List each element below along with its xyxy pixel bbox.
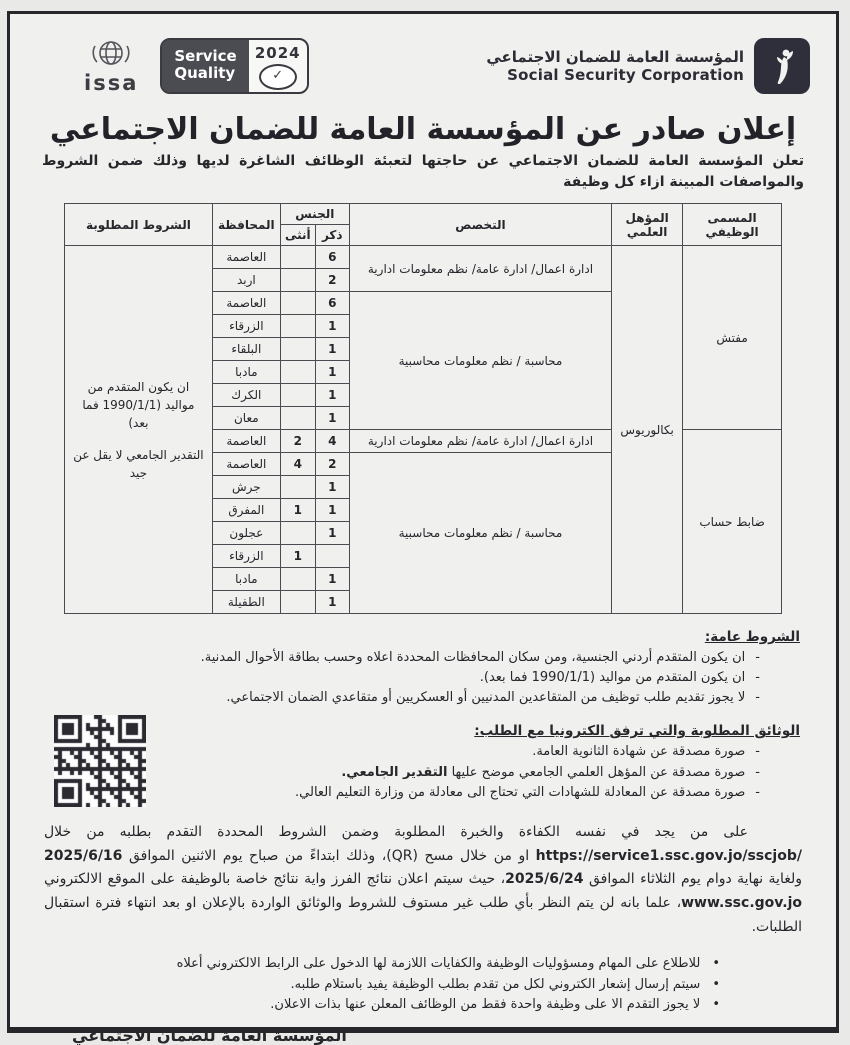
text-segment: او من خلال مسح (QR)، وذلك ابتداءً من صباح يوم الاثنين الموافق xyxy=(122,847,536,864)
male-count-cell: 1 xyxy=(315,591,349,614)
ssc-names xyxy=(486,48,744,84)
col-conditions: الشروط المطلوبة xyxy=(65,204,213,246)
governorate-cell: البلقاء xyxy=(212,338,280,361)
notes-list xyxy=(36,954,810,1016)
issa-label: issa xyxy=(84,71,139,95)
signature: المؤسسة العامة للضمان الاجتماعي xyxy=(72,1026,347,1045)
text-segment: ولغاية نهاية دوام يوم الثلاثاء الموافق xyxy=(583,871,802,888)
male-count-cell: 4 xyxy=(315,430,349,453)
governorate-cell: الزرقاء xyxy=(212,545,280,568)
col-specialization: التخصص xyxy=(349,204,611,246)
female-count-cell: 1 xyxy=(280,545,315,568)
documents-heading: الوثائق المطلوبة والتي ترفق الكترونيا مع الطلب: xyxy=(474,723,800,740)
text-segment: على من يجد في نفسه الكفاءة والخبرة المطلوبة وضمن الشروط المحددة التقدم بطلبه من خلال xyxy=(44,823,748,840)
governorate-cell: الزرقاء xyxy=(212,315,280,338)
governorate-cell: العاصمة xyxy=(212,292,280,315)
list-item xyxy=(46,668,760,688)
ssc-header xyxy=(486,38,810,94)
male-count-cell: 1 xyxy=(315,361,349,384)
condition-line: التقدير الجامعي لا يقل عن جيد xyxy=(73,447,204,480)
text-segment: التقدير الجامعي. xyxy=(341,764,448,780)
text-segment: ان يكون المتقدم من مواليد (1990/1/1 فما بعد). xyxy=(479,670,746,686)
governorate-cell: جرش xyxy=(212,476,280,499)
female-count-cell: 2 xyxy=(280,430,315,453)
ssc-figure-icon xyxy=(765,44,799,88)
text-segment: www.ssc.gov.jo xyxy=(681,895,802,912)
general-conditions-section xyxy=(46,629,800,708)
badge-line1: Service xyxy=(174,47,237,65)
general-conditions-list xyxy=(46,648,800,708)
documents-section xyxy=(46,723,800,802)
col-male: ذكر xyxy=(315,225,349,246)
governorate-cell: مادبا xyxy=(212,568,280,591)
specialization-cell: ادارة اعمال/ ادارة عامة/ نظم معلومات ادارية xyxy=(349,246,611,292)
general-conditions-heading: الشروط عامة: xyxy=(704,629,800,645)
col-female: أنثى xyxy=(280,225,315,246)
text-segment: سيتم إرسال إشعار الكتروني لكل من تقدم بطلب الوظيفة يفيد باستلام طلبه. xyxy=(290,976,701,992)
female-count-cell xyxy=(280,407,315,430)
apply-paragraph xyxy=(44,821,802,940)
male-count-cell: 6 xyxy=(315,292,349,315)
list-item xyxy=(46,648,760,668)
governorate-cell: اربد xyxy=(212,269,280,292)
female-count-cell xyxy=(280,476,315,499)
announcement-intro: تعلن المؤسسة العامة للضمان الاجتماعي عن حاجتها لتعبئة الوظائف الشاغرة لديها وذلك ضمن الشروط والمواصفات المبينة ازاء كل وظيفة xyxy=(42,153,804,190)
male-count-cell: 1 xyxy=(315,568,349,591)
text-segment: صورة مصدقة عن المؤهل العلمي الجامعي موضح عليها xyxy=(447,764,746,780)
badge-line2: Quality xyxy=(174,64,236,82)
female-count-cell xyxy=(280,568,315,591)
female-count-cell xyxy=(280,522,315,545)
governorate-cell: المفرق xyxy=(212,499,280,522)
checkmark-icon: ✓ xyxy=(259,64,297,90)
female-count-cell xyxy=(280,591,315,614)
job-title-cell: ضابط حساب xyxy=(683,430,782,614)
text-segment: لا يجوز تقديم طلب توظيف من المتقاعدين المدنيين أو العسكريين أو متقاعدي الضمان الاجتماعي. xyxy=(226,690,746,706)
conditions-cell xyxy=(65,246,213,614)
male-count-cell: 1 xyxy=(315,338,349,361)
condition-line: ان يكون المتقدم من مواليد (1990/1/1 فما بعد) xyxy=(82,379,195,430)
ssc-name-english: Social Security Corporation xyxy=(507,66,744,84)
list-item xyxy=(46,763,760,783)
vacancies-table xyxy=(64,203,782,614)
text-segment: صورة مصدقة عن المعادلة للشهادات التي تحتاج الى معادلة من وزارة التعليم العالي. xyxy=(295,784,746,800)
text-segment: https://service1.ssc.gov.jo/sscjob/ xyxy=(535,847,802,864)
governorate-cell: الكرك xyxy=(212,384,280,407)
governorate-cell: العاصمة xyxy=(212,246,280,269)
badge-year: 2024 xyxy=(254,44,301,62)
list-item xyxy=(46,783,760,803)
col-qualification: المؤهل العلمي xyxy=(612,204,683,246)
text-segment: 2025/6/24 xyxy=(505,871,584,888)
list-item xyxy=(36,954,720,975)
ssc-logo xyxy=(754,38,810,94)
badge-year-panel xyxy=(249,40,307,92)
text-segment: ، علما بانه لن يتم النظر بأي طلب غير مستوف للشروط والوثائق الواردة بالإعلان او بعد انتهاء فترة استقبال الطلبات. xyxy=(44,895,802,936)
text-segment: 2025/6/16 xyxy=(44,847,123,864)
list-item xyxy=(46,688,760,708)
female-count-cell xyxy=(280,292,315,315)
male-count-cell: 2 xyxy=(315,269,349,292)
governorate-cell: الطفيلة xyxy=(212,591,280,614)
female-count-cell: 4 xyxy=(280,453,315,476)
text-segment: صورة مصدقة عن شهادة الثانوية العامة. xyxy=(532,744,746,760)
badge-text xyxy=(162,40,248,92)
male-count-cell: 1 xyxy=(315,315,349,338)
female-count-cell xyxy=(280,269,315,292)
male-count-cell: 1 xyxy=(315,476,349,499)
text-segment: ، حيث سيتم اعلان نتائج الفرز واية نتائج خاصة بالوظيفة على الموقع الالكتروني xyxy=(44,871,506,888)
male-count-cell xyxy=(315,545,349,568)
female-count-cell xyxy=(280,384,315,407)
document-header xyxy=(36,38,810,98)
issa-logo xyxy=(84,38,139,95)
specialization-cell: ادارة اعمال/ ادارة عامة/ نظم معلومات ادارية xyxy=(349,430,611,453)
male-count-cell: 1 xyxy=(315,407,349,430)
job-title-cell: مفتش xyxy=(683,246,782,430)
female-count-cell xyxy=(280,246,315,269)
list-item xyxy=(46,742,760,762)
male-count-cell: 1 xyxy=(315,522,349,545)
col-governorate: المحافظة xyxy=(212,204,280,246)
governorate-cell: مادبا xyxy=(212,361,280,384)
documents-list xyxy=(46,742,800,802)
document-frame xyxy=(7,11,839,1045)
ssc-name-arabic: المؤسسة العامة للضمان الاجتماعي xyxy=(486,48,744,66)
specialization-cell: محاسبة / نظم معلومات محاسبية xyxy=(349,453,611,614)
col-gender: الجنس xyxy=(280,204,349,225)
female-count-cell xyxy=(280,361,315,384)
male-count-cell: 1 xyxy=(315,384,349,407)
text-segment: لا يجوز التقدم الا على وظيفة واحدة فقط من الوظائف المعلن عنها بذات الاعلان. xyxy=(270,997,701,1013)
text-segment: ان يكون المتقدم أردني الجنسية، ومن سكان المحافظات المحددة اعلاه وحسب بطاقة الأحوال المدنية. xyxy=(200,650,746,665)
text-segment: للاطلاع على المهام ومسؤوليات الوظيفة والكفايات اللازمة لها الدخول على الرابط الالكتروني أعلاه xyxy=(176,955,701,971)
list-item xyxy=(36,995,720,1016)
issa-globe-icon xyxy=(89,38,133,72)
specialization-cell: محاسبة / نظم معلومات محاسبية xyxy=(349,292,611,430)
male-count-cell: 2 xyxy=(315,453,349,476)
governorate-cell: عجلون xyxy=(212,522,280,545)
governorate-cell: العاصمة xyxy=(212,453,280,476)
list-item xyxy=(36,975,720,996)
female-count-cell xyxy=(280,315,315,338)
col-job-title: المسمى الوظيفي xyxy=(683,204,782,246)
governorate-cell: معان xyxy=(212,407,280,430)
service-quality-badge xyxy=(160,38,308,94)
qualification-cell: بكالوريوس xyxy=(612,246,683,614)
qr-code xyxy=(54,715,146,807)
female-count-cell xyxy=(280,338,315,361)
male-count-cell: 1 xyxy=(315,499,349,522)
male-count-cell: 6 xyxy=(315,246,349,269)
announcement-title: إعلان صادر عن المؤسسة العامة للضمان الاجتماعي xyxy=(49,112,797,147)
governorate-cell: العاصمة xyxy=(212,430,280,453)
female-count-cell: 1 xyxy=(280,499,315,522)
